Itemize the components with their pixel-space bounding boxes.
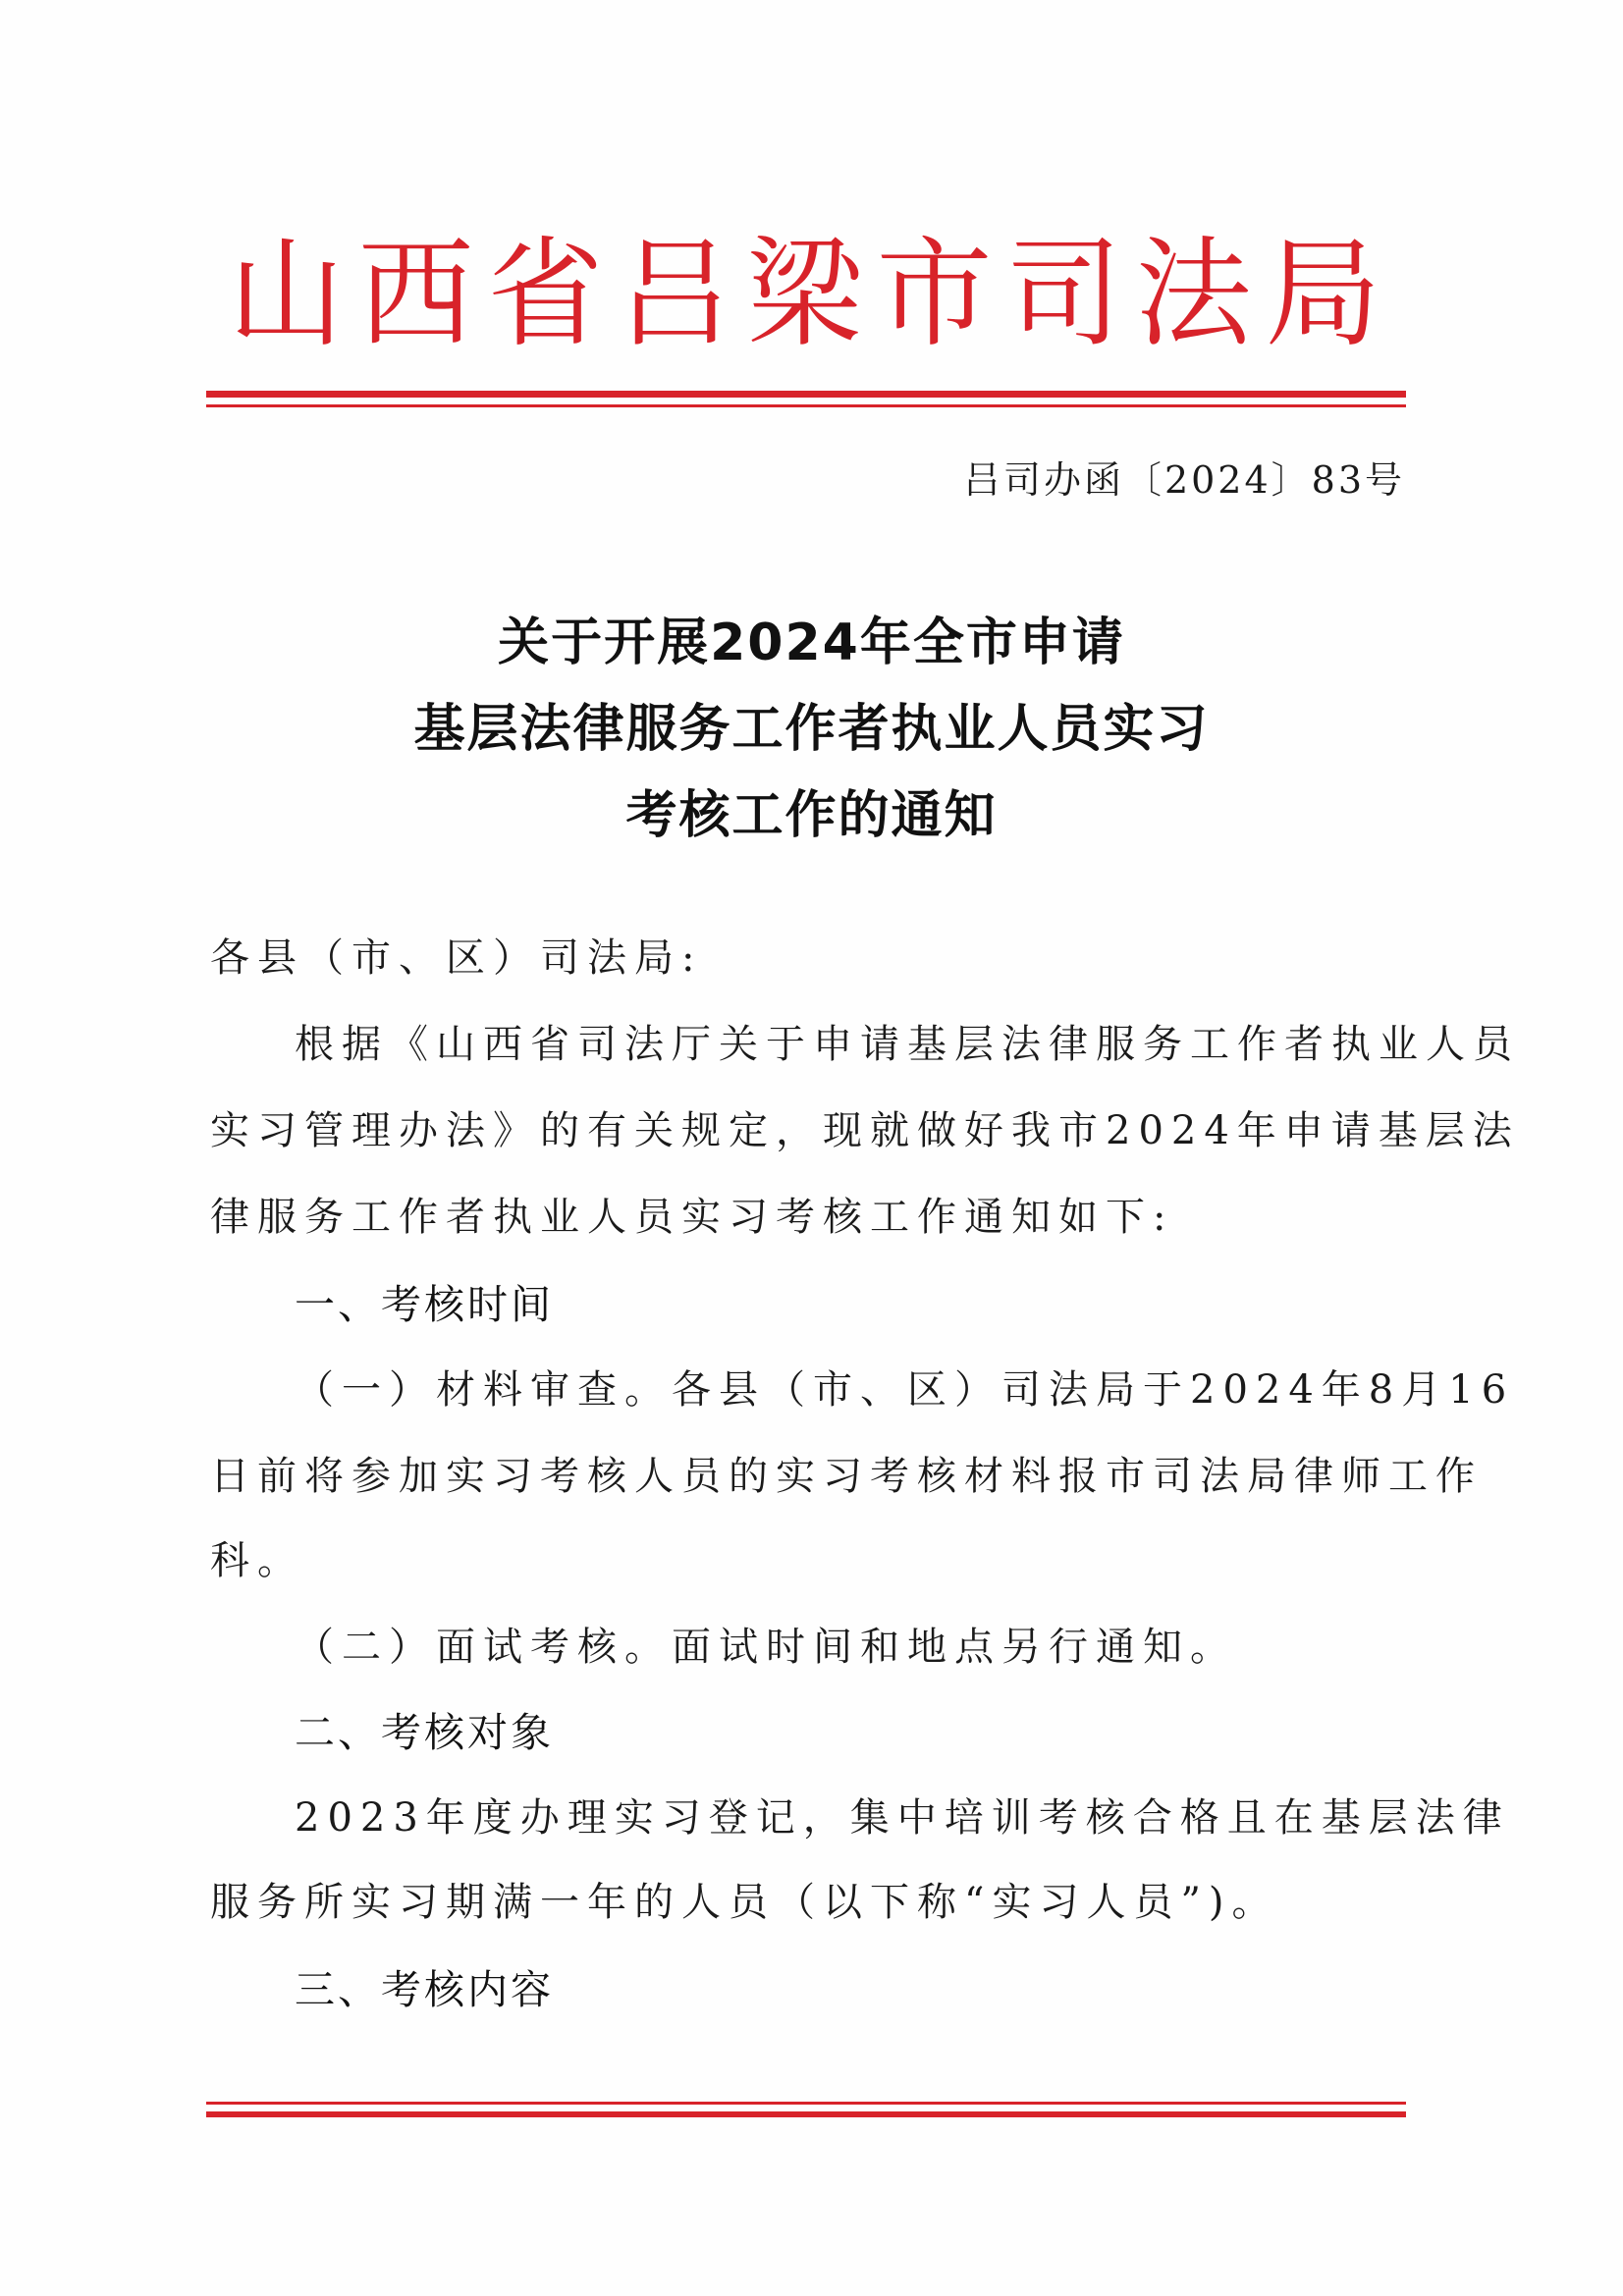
- header-red-rule-thin: [206, 404, 1406, 407]
- section-1-heading: 一、考核时间: [295, 1281, 554, 1328]
- document-number: 吕司办函〔2024〕83号: [962, 458, 1405, 502]
- section-1-item-1-line-2: 日前将参加实习考核人员的实习考核材料报市司法局律师工作: [210, 1454, 1483, 1499]
- section-3-heading: 三、考核内容: [295, 1966, 554, 2013]
- section-2-line-1: 2023年度办理实习登记，集中培训考核合格且在基层法律: [295, 1795, 1510, 1841]
- notice-title-line-2: 基层法律服务工作者执业人员实习: [413, 700, 1210, 759]
- notice-title-line-1: 关于开展2024年全市申请: [498, 614, 1125, 672]
- intro-line-2: 实习管理办法》的有关规定，现就做好我市2024年申请基层法: [210, 1108, 1520, 1153]
- header-red-rule-thick: [206, 391, 1406, 398]
- footer-red-rule-thick: [206, 2111, 1406, 2117]
- section-1-item-1-line-1: （一）材料审查。各县（市、区）司法局于2024年8月16: [295, 1367, 1515, 1413]
- section-2-heading: 二、考核对象: [295, 1709, 554, 1756]
- section-2-line-2: 服务所实习期满一年的人员（以下称“实习人员”)。: [210, 1880, 1279, 1925]
- salutation: 各县（市、区）司法局:: [210, 935, 703, 981]
- intro-line-3: 律服务工作者执业人员实习考核工作通知如下:: [210, 1195, 1174, 1240]
- section-1-item-2: （二）面试考核。面试时间和地点另行通知。: [295, 1625, 1237, 1670]
- intro-line-1: 根据《山西省司法厅关于申请基层法律服务工作者执业人员: [295, 1022, 1520, 1067]
- agency-header-title: 山西省吕梁市司法局: [228, 224, 1395, 363]
- section-1-item-1-line-3: 科。: [210, 1538, 304, 1583]
- footer-red-rule-thin: [206, 2102, 1406, 2105]
- notice-title-line-3: 考核工作的通知: [625, 786, 998, 845]
